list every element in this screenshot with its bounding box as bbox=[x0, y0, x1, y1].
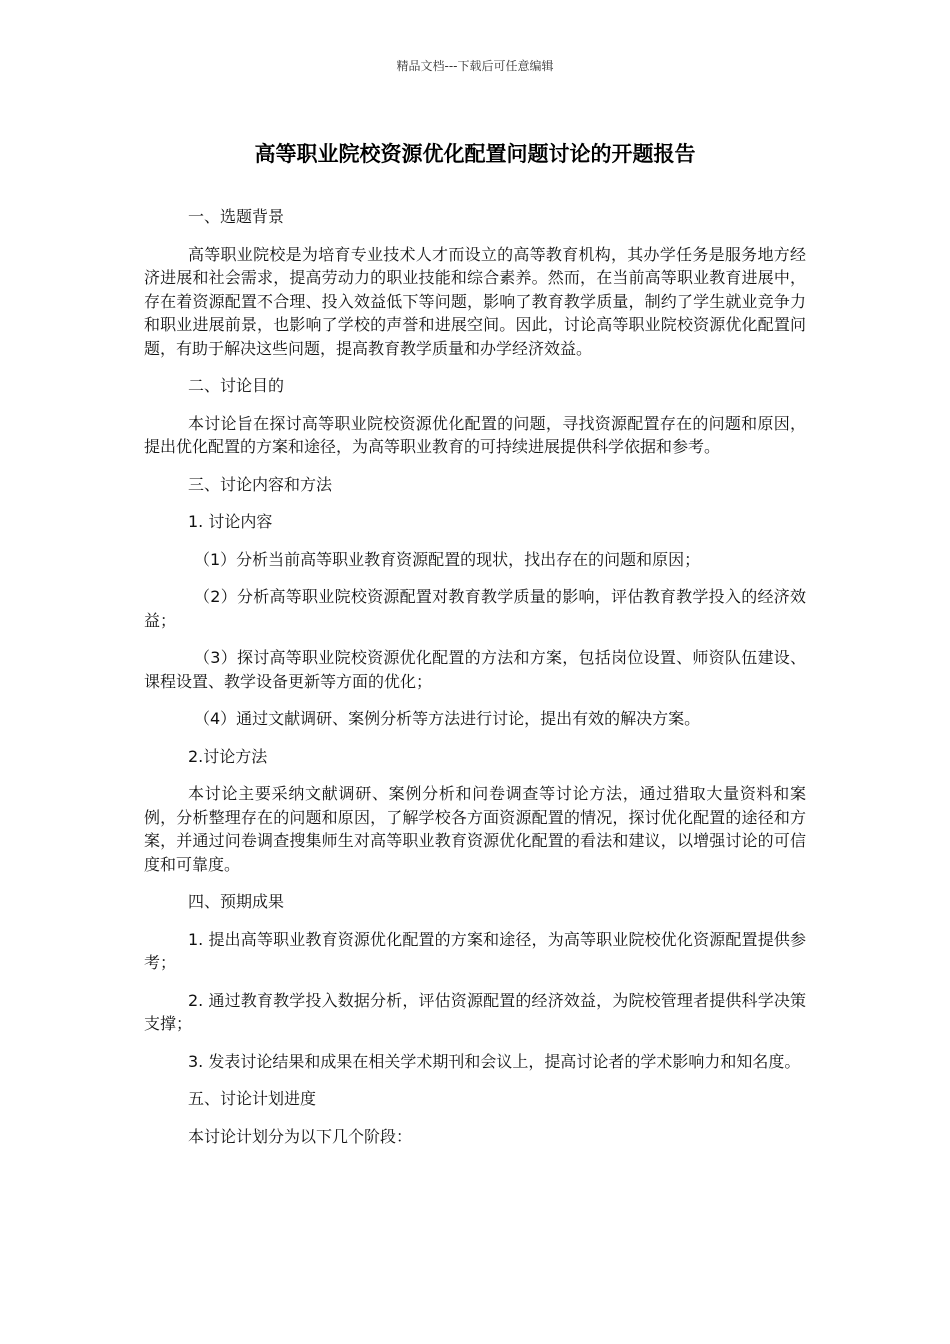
paragraph-purpose: 本讨论旨在探讨高等职业院校资源优化配置的问题，寻找资源配置存在的问题和原因，提出优化配置的方案和途径，为高等职业教育的可持续进展提供科学依据和参考。 bbox=[144, 413, 806, 456]
list-item-content-2: （2）分析高等职业院校资源配置对教育教学质量的影响，评估教育教学投入的经济效益； bbox=[144, 587, 806, 630]
paragraph-method: 本讨论主要采纳文献调研、案例分析和问卷调查等讨论方法，通过猎取大量资料和案例，分析整理存在的问题和原因，了解学校各方面资源配置的情况，探讨优化配置的途径和方案，并通过问卷调查搜集师生对高等职业教育资源优化配置的看法和建议，以增强讨论的可信度和可靠度。 bbox=[144, 784, 806, 874]
section-heading-outcomes: 四、预期成果 bbox=[188, 892, 285, 911]
list-item-content-1: （1）分析当前高等职业教育资源配置的现状，找出存在的问题和原因； bbox=[194, 549, 701, 569]
list-item-content-3: （3）探讨高等职业院校资源优化配置的方法和方案，包括岗位设置、师资队伍建设、课程设置、教学设备更新等方面的优化； bbox=[144, 648, 806, 691]
subheading-method: 2.讨论方法 bbox=[188, 746, 268, 766]
section-heading-purpose: 二、讨论目的 bbox=[188, 376, 285, 395]
section-heading-content-method: 三、讨论内容和方法 bbox=[188, 474, 333, 494]
page-header: 精品文档---下载后可任意编辑 bbox=[396, 59, 554, 73]
document-title: 高等职业院校资源优化配置问题讨论的开题报告 bbox=[254, 142, 696, 166]
section-heading-schedule: 五、讨论计划进度 bbox=[188, 1089, 317, 1108]
list-item-content-4: （4）通过文献调研、案例分析等方法进行讨论，提出有效的解决方案。 bbox=[194, 709, 701, 728]
subheading-content: 1. 讨论内容 bbox=[188, 512, 273, 531]
list-item-outcome-2: 2. 通过教育教学投入数据分析，评估资源配置的经济效益，为院校管理者提供科学决策支撑； bbox=[144, 990, 806, 1033]
document-body bbox=[144, 205, 806, 1162]
list-item-outcome-1: 1. 提出高等职业教育资源优化配置的方案和途径，为高等职业院校优化资源配置提供参考； bbox=[144, 929, 806, 972]
list-item-outcome-3: 3. 发表讨论结果和成果在相关学术期刊和会议上，提高讨论者的学术影响力和知名度。 bbox=[188, 1051, 801, 1071]
section-heading-background: 一、选题背景 bbox=[188, 207, 285, 226]
paragraph-background: 高等职业院校是为培育专业技术人才而设立的高等教育机构，其办学任务是服务地方经济进展和社会需求，提高劳动力的职业技能和综合素养。然而，在当前高等职业教育进展中，存在着资源配置不合理、投入效益低下等问题，影响了教育教学质量，制约了学生就业竞争力和职业进展前景，也影响了学校的声誉和进展空间。因此，讨论高等职业院校资源优化配置问题，有助于解决这些问题，提高教育教学质量和办学经济效益。 bbox=[144, 244, 806, 358]
paragraph-schedule: 本讨论计划分为以下几个阶段： bbox=[188, 1126, 413, 1146]
